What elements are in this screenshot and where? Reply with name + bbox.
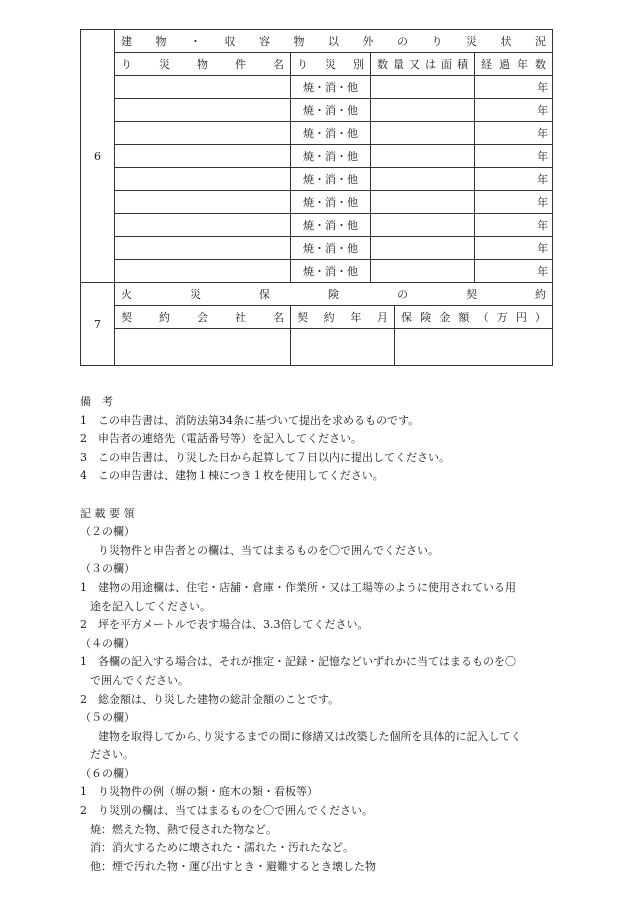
item-number: 4 <box>80 469 87 483</box>
header-char: 物 <box>293 35 305 48</box>
insurance-company-input[interactable] <box>115 329 291 366</box>
elapsed-years-input[interactable]: 年 <box>475 145 553 168</box>
remarks-heading: 備 考 <box>80 395 113 408</box>
header-damage-kind <box>291 53 371 76</box>
guide-section-3-item-1-cont: 途を記入してください。 <box>90 599 211 613</box>
elapsed-years-input[interactable]: 年 <box>475 260 553 283</box>
damage-row <box>81 191 553 214</box>
damage-kind-choice[interactable]: 焼・消・他 <box>291 260 371 283</box>
guide-section-5-text: 建物を取得してから､り災するまでの間に修繕又は改築した個所を具体的に記入してく <box>98 729 522 743</box>
header-char: 約 <box>323 311 335 324</box>
guide-section-2-text: り災物件と申告者との欄は、当てはまるものを〇で囲んでください。 <box>98 543 439 557</box>
notes-section <box>80 393 560 876</box>
item-text: 各欄の記入する場合は、それが推定・記録・記憶などいずれかに当てはまるものを〇 <box>98 655 516 669</box>
header-char: 収 <box>224 35 236 48</box>
quantity-area-input[interactable] <box>371 191 475 214</box>
item-number: 1 <box>80 413 87 427</box>
header-char: 円 <box>515 311 527 324</box>
damaged-item-name-input[interactable] <box>115 191 291 214</box>
item-text: 坪を平方メートルで表す場合は、3.3倍してください。 <box>98 618 369 632</box>
header-char: 過 <box>499 58 511 71</box>
quantity-area-input[interactable] <box>371 260 475 283</box>
damaged-item-name-input[interactable] <box>115 214 291 237</box>
guide-section-4-item-1-cont: で囲んでください。 <box>90 673 189 687</box>
damaged-item-name-input[interactable] <box>115 260 291 283</box>
damage-kind-choice[interactable]: 焼・消・他 <box>291 145 371 168</box>
header-char: 約 <box>159 311 170 324</box>
header-char: 年 <box>350 311 362 324</box>
header-char: 契 <box>297 311 308 324</box>
damage-row <box>81 76 553 99</box>
header-char: 災 <box>159 58 170 71</box>
guide-section-6-item-2 <box>80 802 560 821</box>
header-char: 物 <box>197 58 208 71</box>
quantity-area-input[interactable] <box>371 168 475 191</box>
quantity-area-input[interactable] <box>371 99 475 122</box>
guide-section-3-item-1 <box>80 579 560 598</box>
damage-row <box>81 168 553 191</box>
elapsed-years-input[interactable]: 年 <box>475 76 553 99</box>
header-char: 万 <box>496 311 508 324</box>
quantity-area-input[interactable] <box>371 122 475 145</box>
damaged-item-name-input[interactable] <box>115 99 291 122</box>
item-number: 1 <box>80 580 87 594</box>
elapsed-years-input[interactable]: 年 <box>475 191 553 214</box>
guide-section-2-label: （２の欄） <box>80 525 135 539</box>
remark-item <box>80 449 560 468</box>
section-7-title <box>115 283 553 306</box>
header-char: 社 <box>235 311 246 324</box>
header-char: 件 <box>235 58 246 71</box>
item-text: 申告者の連絡先（電話番号等）を記入してください。 <box>98 432 362 446</box>
header-char: の <box>397 288 408 301</box>
elapsed-years-input[interactable]: 年 <box>475 214 553 237</box>
item-text: 建物の用途欄は、住宅・店舗・倉庫・作業所・又は工場等のように使用されている用 <box>98 580 516 594</box>
header-char: 名 <box>273 311 284 324</box>
elapsed-years-input[interactable]: 年 <box>475 99 553 122</box>
header-insurance-company <box>115 306 291 329</box>
damage-row <box>81 99 553 122</box>
header-char: り <box>431 35 443 48</box>
header-elapsed-years <box>475 53 553 76</box>
guide-section-5-label: （５の欄） <box>80 711 135 725</box>
item-number: 2 <box>80 804 87 818</box>
header-char: 物 <box>155 35 167 48</box>
quantity-area-input[interactable] <box>371 214 475 237</box>
section-7-number: 7 <box>81 283 115 366</box>
section-6-number: 6 <box>81 30 115 283</box>
definition-extinguished: 消：消火するために壊された・濡れた・汚れたなど。 <box>90 841 354 855</box>
header-char: 保 <box>259 288 270 301</box>
damage-kind-choice[interactable]: 焼・消・他 <box>291 168 371 191</box>
definition-other: 他：煙で汚れた物・運び出すとき・避難するとき壊した物 <box>90 859 376 873</box>
damage-kind-choice[interactable]: 焼・消・他 <box>291 76 371 99</box>
header-char: （ <box>477 311 489 324</box>
header-char: ） <box>534 311 546 324</box>
header-char: 災 <box>190 288 201 301</box>
guide-section-3-item-2 <box>80 616 560 635</box>
damage-kind-choice[interactable]: 焼・消・他 <box>291 122 371 145</box>
header-char: 険 <box>328 288 339 301</box>
header-char: 数 <box>377 58 388 71</box>
header-char: 名 <box>273 58 284 71</box>
damage-row <box>81 260 553 283</box>
elapsed-years-input[interactable]: 年 <box>475 237 553 260</box>
guide-section-6-label: （６の欄） <box>80 766 135 780</box>
definition-burned: 焼：燃えた物、熱で侵された物など。 <box>90 822 277 836</box>
section-6-title <box>115 30 553 53</box>
header-char: ・ <box>190 35 201 48</box>
item-number: 2 <box>80 692 87 706</box>
header-char: 保 <box>401 311 412 324</box>
header-char: 積 <box>457 58 468 71</box>
damage-row <box>81 145 553 168</box>
item-text: この申告書は、り災した日から起算して７日以内に提出してください。 <box>98 450 450 464</box>
remark-item <box>80 467 560 486</box>
damage-kind-choice[interactable]: 焼・消・他 <box>291 237 371 260</box>
header-char: 容 <box>259 35 270 48</box>
header-char: 外 <box>362 35 374 48</box>
header-char: 別 <box>353 58 364 71</box>
header-char: 金 <box>439 311 451 324</box>
header-char: 経 <box>481 58 492 71</box>
elapsed-years-input[interactable]: 年 <box>475 168 553 191</box>
header-char: 況 <box>535 35 546 48</box>
insured-amount-input[interactable] <box>395 329 553 366</box>
guide-heading: 記 載 要 領 <box>80 506 135 520</box>
damage-kind-choice[interactable]: 焼・消・他 <box>291 99 371 122</box>
header-char: 災 <box>325 58 336 71</box>
header-char: 年 <box>517 58 529 71</box>
damage-kind-choice[interactable]: 焼・消・他 <box>291 191 371 214</box>
quantity-area-input[interactable] <box>371 76 475 99</box>
header-damaged-item-name <box>115 53 291 76</box>
header-char: 状 <box>500 35 512 48</box>
elapsed-years-input[interactable]: 年 <box>475 122 553 145</box>
header-char: 月 <box>376 311 388 324</box>
header-char: は <box>425 58 436 71</box>
contract-date-input[interactable] <box>291 329 395 366</box>
header-quantity-area <box>371 53 475 76</box>
guide-section-4-label: （４の欄） <box>80 636 135 650</box>
remarks-list <box>80 412 560 486</box>
header-char: 約 <box>535 288 546 301</box>
header-char: 又 <box>409 58 420 71</box>
header-char: 量 <box>393 58 404 71</box>
damage-row <box>81 214 553 237</box>
header-char: 額 <box>458 311 470 324</box>
header-char: の <box>397 35 408 48</box>
guide-section-4-item-1 <box>80 653 560 672</box>
damage-kind-choice[interactable]: 焼・消・他 <box>291 214 371 237</box>
property-damage-form-table <box>80 29 553 366</box>
header-insured-amount <box>395 306 553 329</box>
header-char: 災 <box>466 35 477 48</box>
quantity-area-input[interactable] <box>371 237 475 260</box>
item-number: 2 <box>80 432 87 446</box>
quantity-area-input[interactable] <box>371 145 475 168</box>
guide-section-4-item-2 <box>80 691 560 710</box>
damaged-item-name-input[interactable] <box>115 145 291 168</box>
item-text: り災物件の例（塀の類・庭木の類・看板等） <box>98 785 318 799</box>
header-contract-date <box>291 306 395 329</box>
item-number: 2 <box>80 618 87 632</box>
item-number: 3 <box>80 450 87 464</box>
guide-section-6-item-1 <box>80 783 560 802</box>
item-number: 1 <box>80 655 87 669</box>
remark-item <box>80 430 560 449</box>
header-char: 数 <box>535 58 547 71</box>
guide-section-5-cont: ださい。 <box>90 748 134 762</box>
damage-row <box>81 237 553 260</box>
item-text: この申告書は、消防法第34条に基づいて提出を求めるものです。 <box>98 413 420 427</box>
damaged-item-name-input[interactable] <box>115 76 291 99</box>
header-char: 以 <box>328 35 339 48</box>
damaged-item-name-input[interactable] <box>115 122 291 145</box>
item-text: この申告書は、建物１棟につき１枚を使用してください。 <box>98 469 384 483</box>
item-text: り災別の欄は、当てはまるものを〇で囲んでください。 <box>98 804 373 818</box>
header-char: 険 <box>420 311 432 324</box>
header-char: 火 <box>121 288 132 301</box>
remark-item <box>80 412 560 431</box>
header-char: 契 <box>466 288 477 301</box>
damaged-item-name-input[interactable] <box>115 168 291 191</box>
item-text: 総金額は、り災した建物の総計金額のことです。 <box>98 692 340 706</box>
damage-row <box>81 122 553 145</box>
header-char: 面 <box>441 58 452 71</box>
header-char: 建 <box>121 35 132 48</box>
header-char: り <box>297 58 308 71</box>
header-char: り <box>121 58 132 71</box>
item-number: 1 <box>80 785 87 799</box>
guide-section-3-label: （３の欄） <box>80 562 135 576</box>
damaged-item-name-input[interactable] <box>115 237 291 260</box>
header-char: 契 <box>121 311 132 324</box>
header-char: 会 <box>197 311 208 324</box>
